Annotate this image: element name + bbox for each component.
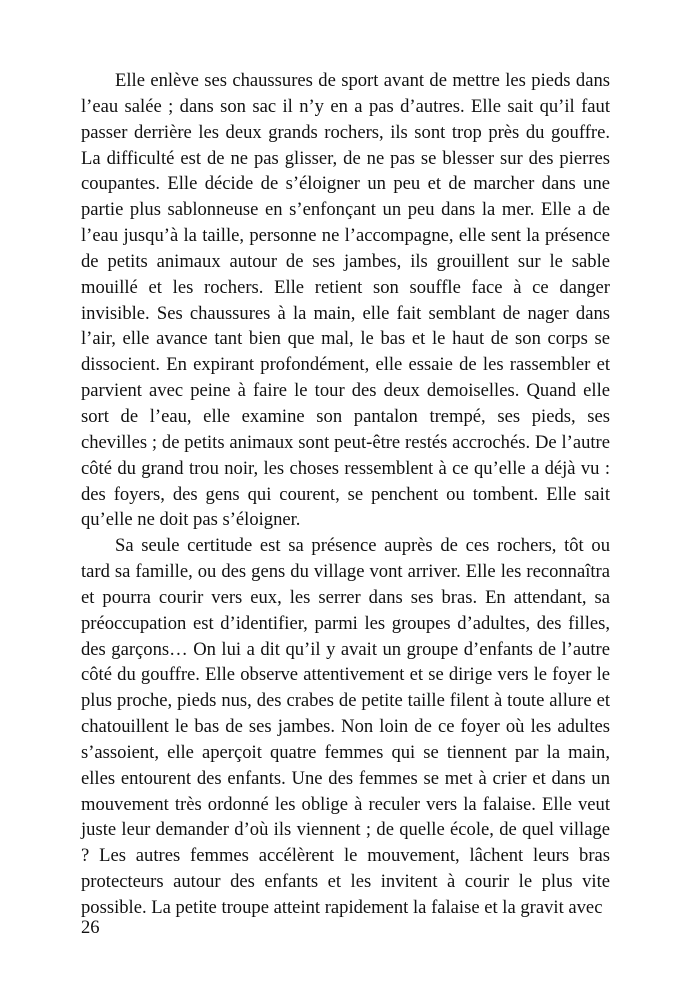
paragraph: Sa seule certitude est sa présence auprès de ces rochers, tôt ou tard sa famille, ou des gens du village vont arriver. Elle les reconnaîtra et pourra courir vers eux, les serrer dans ses bras. En attendant, sa préoccupation est d’identifier, parmi les groupes d’adultes, des filles, des garçons… On lui a dit qu’il y avait un groupe d’enfants de l’autre côté du gouffre. Elle observe attentivement et se dirige vers le foyer le plus proche, pieds nus, des crabes de petite taille filent à toute allure et chatouillent le bas de ses jambes. Non loin de ce foyer où les adultes s’assoient, elle aperçoit quatre femmes qui se tiennent par la main, elles entourent des enfants. Une des femmes se met à crier et dans un mouvement très ordonné les oblige à reculer vers la falaise. Elle veut juste leur demander d’où ils viennent ; de quelle école, de quel village ? Les autres femmes accélèrent le mouvement, lâchent leurs bras protecteurs autour des enfants et les invitent à courir le plus vite possible. La petite troupe atteint rapidement la falaise et la gravit avec [81,535,610,918]
body-text [81,68,610,921]
paragraph: Elle enlève ses chaussures de sport avant de mettre les pieds dans l’eau salée ; dans son sac il n’y en a pas d’autres. Elle sait qu’il faut passer derrière les deux grands rochers, ils sont trop près du gouffre. La difficulté est de ne pas glisser, de ne pas se blesser sur des pierres coupantes. Elle décide de s’éloigner un peu et de marcher dans une partie plus sablonneuse en s’enfonçant un peu dans la mer. Elle a de l’eau jusqu’à la taille, personne ne l’accompagne, elle sent la présence de petits animaux autour de ses jambes, ils grouillent sur le sable mouillé et les rochers. Elle retient son souffle face à ce danger invisible. Ses chaussures à la main, elle fait semblant de nager dans l’air, elle avance tant bien que mal, le bas et le haut de son corps se dissocient. En expirant profondément, elle essaie de les rassembler et parvient avec peine à faire le tour des deux demoiselles. Quand elle sort de l’eau, elle examine son pantalon trempé, ses pieds, ses chevilles ; de petits animaux sont peut-être restés accrochés. De l’autre côté du grand trou noir, les choses ressemblent à ce qu’elle a déjà vu : des foyers, des gens qui courent, se penchent ou tombent. Elle sait qu’elle ne doit pas s’éloigner. [81,70,610,531]
page-number: 26 [81,917,100,938]
